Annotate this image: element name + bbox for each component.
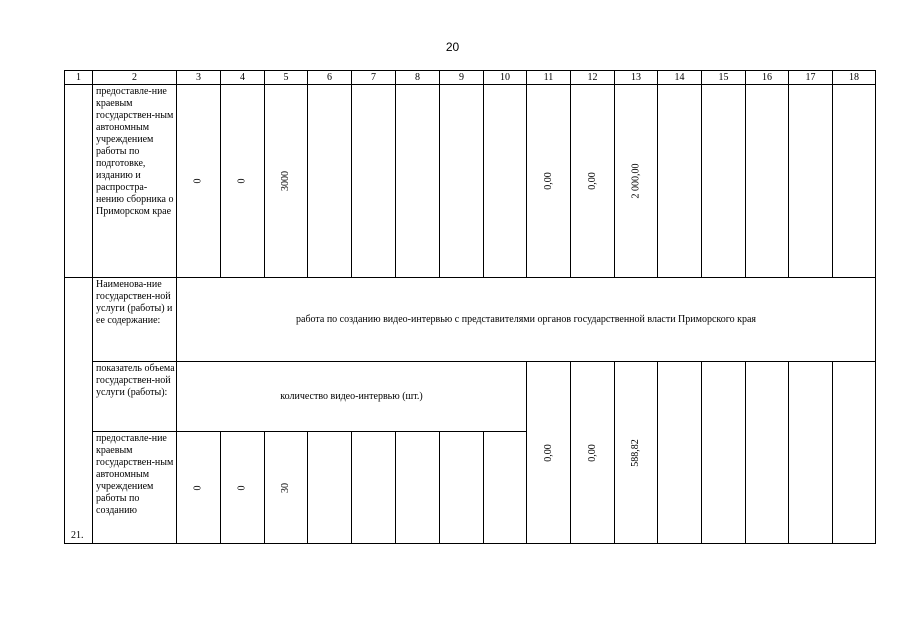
header-cell: 6 [308,71,352,85]
page-number: 20 [445,40,460,54]
empty-cell [658,85,702,278]
empty-cell [746,85,789,278]
header-cell: 8 [396,71,440,85]
empty-cell [308,85,352,278]
header-cell: 13 [615,71,658,85]
empty-cell [440,85,484,278]
empty-cell [396,432,440,544]
empty-cell [833,85,876,278]
empty-cell [789,85,833,278]
header-cell: 12 [571,71,615,85]
empty-cell [484,85,527,278]
empty-cell [746,362,789,544]
empty-cell [833,362,876,544]
empty-cell [658,362,702,544]
volume-indicator-label-cell: показатель объема государствен-ной услуги (работы): [93,362,177,432]
header-cell: 11 [527,71,571,85]
header-cell: 9 [440,71,484,85]
value-cell-4: 0 [221,85,265,278]
empty-cell [484,432,527,544]
service-name-cell: работа по созданию видео-интервью с представителями органов государственной власти Приморского края [177,278,876,362]
empty-cell [789,362,833,544]
header-cell: 15 [702,71,746,85]
header-cell: 5 [265,71,308,85]
empty-cell [440,432,484,544]
empty-cell [702,362,746,544]
value-cell-11: 0,00 [527,85,571,278]
work-description-cell: предоставле-ние краевым государствен-ным автономным учреждением работы по созданию [93,432,177,544]
value-cell-11: 0,00 [527,362,571,544]
header-cell: 16 [746,71,789,85]
value-cell-5: 30 [265,432,308,544]
budget-table [64,70,876,544]
value-cell-13: 2 000,00 [615,85,658,278]
value-cell-5: 3000 [265,85,308,278]
header-cell: 4 [221,71,265,85]
empty-cell [352,85,396,278]
header-cell: 1 [65,71,93,85]
empty-cell [352,432,396,544]
header-cell: 7 [352,71,396,85]
table-header-row [65,71,876,85]
header-cell: 14 [658,71,702,85]
table-row [65,362,876,432]
header-cell: 10 [484,71,527,85]
value-cell-4: 0 [221,432,265,544]
row-number-cell [65,85,93,278]
header-cell: 17 [789,71,833,85]
table-row [65,278,876,362]
empty-cell [396,85,440,278]
value-cell-12: 0,00 [571,362,615,544]
header-cell: 3 [177,71,221,85]
table-row [65,85,876,278]
value-cell-3: 0 [177,432,221,544]
header-cell: 2 [93,71,177,85]
work-description-cell: предоставле-ние краевым государствен-ным автономным учреждением работы по подготовке, изданию и распростра-нению сборника о Приморском крае [93,85,177,278]
value-cell-13: 588,82 [615,362,658,544]
value-cell-3: 0 [177,85,221,278]
row-number-cell: 21. [65,278,93,544]
value-cell-12: 0,00 [571,85,615,278]
header-cell: 18 [833,71,876,85]
empty-cell [702,85,746,278]
service-name-label-cell: Наименова-ние государствен-ной услуги (работы) и ее содержание: [93,278,177,362]
empty-cell [308,432,352,544]
volume-indicator-cell: количество видео-интервью (шт.) [177,362,527,432]
